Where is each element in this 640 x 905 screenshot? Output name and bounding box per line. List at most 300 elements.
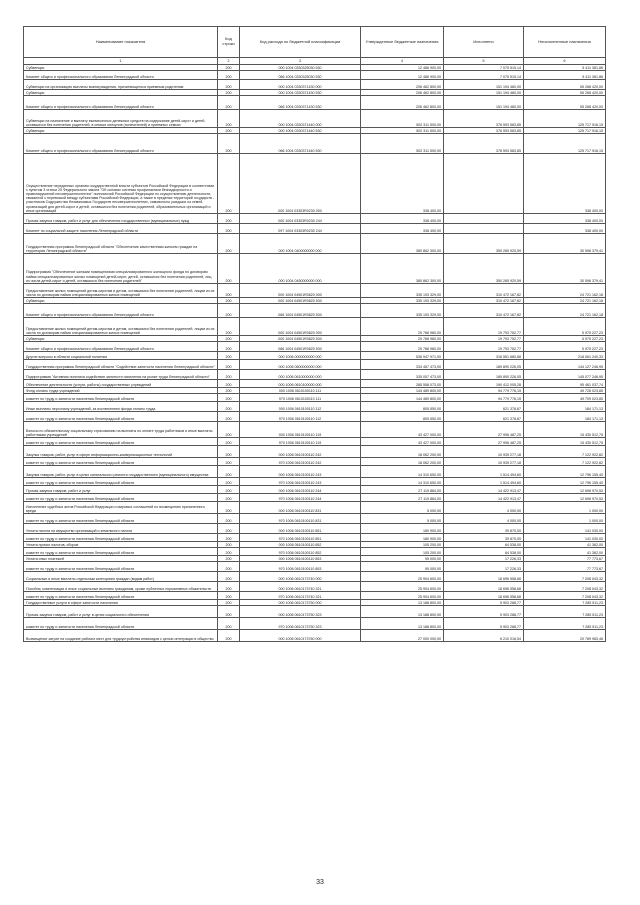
row-approved: 206 462 800,00 bbox=[361, 90, 444, 96]
row-code: 200 bbox=[218, 96, 240, 110]
table-row bbox=[24, 582, 606, 592]
row-classification: 000 1006 0610100110 112 bbox=[240, 402, 361, 412]
table-header-row bbox=[24, 27, 606, 58]
column-index: 5 bbox=[444, 58, 524, 65]
row-name: Предоставление жилых помещений детям-сиротам и детям, оставшимся без попечения родителей, лицам из их числа по договорам найма специализированных жилых помещений bbox=[24, 318, 218, 336]
row-executed: 190 412 005,28 bbox=[444, 380, 524, 388]
row-classification: 066 1004 0330325030 530 bbox=[240, 71, 361, 80]
row-approved: 25 904 600,00 bbox=[361, 582, 444, 592]
header-executed: Исполнено bbox=[444, 27, 524, 58]
row-name: Другие вопросы в области социальной политики bbox=[24, 352, 218, 360]
row-executed bbox=[444, 214, 524, 224]
row-name: комитет по труду и занятости населения Ленинградской области bbox=[24, 394, 218, 402]
table-row bbox=[24, 214, 606, 224]
row-classification: 000 1004 04501R0820 000 bbox=[240, 318, 361, 336]
row-remaining: 30 596 379,41 bbox=[524, 234, 606, 254]
table-row bbox=[24, 352, 606, 360]
row-classification: 000 1006 0610173740 321 bbox=[240, 582, 361, 592]
row-name: комитет по труду и занятости населения Ленинградской области bbox=[24, 562, 218, 572]
row-remaining: 1 000,00 bbox=[524, 514, 606, 524]
row-code: 200 bbox=[218, 542, 240, 548]
row-executed: 189 890 226,05 bbox=[444, 360, 524, 370]
row-executed: 17 226,33 bbox=[444, 556, 524, 562]
row-approved: 12 486 900,00 bbox=[361, 71, 444, 80]
row-classification: 000 1006 0610100110 242 bbox=[240, 446, 361, 458]
row-code: 200 bbox=[218, 342, 240, 352]
row-classification: 970 1006 0610173740 321 bbox=[240, 592, 361, 600]
row-executed: 18 696 558,68 bbox=[444, 582, 524, 592]
table-row bbox=[24, 618, 606, 630]
row-executed: 4 000,00 bbox=[444, 502, 524, 514]
table-row bbox=[24, 412, 606, 422]
row-code: 200 bbox=[218, 562, 240, 572]
row-name: Государственная программа Ленинградской области "Содействие занятости населения Ленинградской области" bbox=[24, 360, 218, 370]
row-classification: 970 1006 0610173750 323 bbox=[240, 618, 361, 630]
column-index: 3 bbox=[240, 58, 361, 65]
row-executed: 376 593 583,85 bbox=[444, 128, 524, 134]
row-executed: 621 378,87 bbox=[444, 412, 524, 422]
row-executed: 350 265 920,59 bbox=[444, 254, 524, 284]
row-remaining: 5 975 227,23 bbox=[524, 336, 606, 342]
row-approved: 380 862 300,00 bbox=[361, 234, 444, 254]
row-remaining: 7 208 043,32 bbox=[524, 582, 606, 592]
table-row bbox=[24, 224, 606, 234]
row-remaining: 125 717 916,15 bbox=[524, 128, 606, 134]
row-approved: 338 400,00 bbox=[361, 224, 444, 234]
row-code: 200 bbox=[218, 548, 240, 556]
row-code: 200 bbox=[218, 592, 240, 600]
table-row bbox=[24, 154, 606, 214]
row-code: 200 bbox=[218, 284, 240, 298]
table-row bbox=[24, 502, 606, 514]
table-row bbox=[24, 304, 606, 318]
table-row bbox=[24, 548, 606, 556]
row-approved: 335 193 329,00 bbox=[361, 284, 444, 298]
row-remaining: 95 461 037,74 bbox=[524, 380, 606, 388]
row-remaining: 7 208 043,32 bbox=[524, 592, 606, 600]
row-classification: 000 1004 0330371440 000 bbox=[240, 110, 361, 128]
row-executed: 310 472 167,82 bbox=[444, 298, 524, 304]
row-code: 200 bbox=[218, 582, 240, 592]
row-approved: 502 311 500,00 bbox=[361, 134, 444, 154]
row-classification: 000 1006 0610100110 831 bbox=[240, 502, 361, 514]
row-name: Государственные услуги в сфере занятости населения bbox=[24, 600, 218, 606]
row-approved: 13 188 800,00 bbox=[361, 600, 444, 606]
row-remaining: 125 717 916,15 bbox=[524, 110, 606, 128]
row-classification: 970 1006 0610100110 119 bbox=[240, 438, 361, 446]
row-approved: 206 462 800,00 bbox=[361, 80, 444, 90]
row-approved: 180 900,00 bbox=[361, 534, 444, 542]
table-row bbox=[24, 254, 606, 284]
row-name: Субвенции на организацию выплаты вознаграждения, причитающегося приемным родителям bbox=[24, 80, 218, 90]
row-code: 200 bbox=[218, 360, 240, 370]
table-row bbox=[24, 562, 606, 572]
row-name: комитет по труду и занятости населения Ленинградской области bbox=[24, 592, 218, 600]
row-executed: 64 538,00 bbox=[444, 542, 524, 548]
row-remaining: 5 975 227,23 bbox=[524, 318, 606, 336]
row-name: Прочая закупка товаров, работ и услуг bbox=[24, 486, 218, 494]
table-row bbox=[24, 402, 606, 412]
row-approved: 105 200,00 bbox=[361, 548, 444, 556]
row-classification: 000 1004 0330371440 530 bbox=[240, 128, 361, 134]
row-executed: 19 793 752,77 bbox=[444, 318, 524, 336]
row-code: 200 bbox=[218, 534, 240, 542]
row-remaining: 5 975 227,23 bbox=[524, 342, 606, 352]
row-remaining: 15 430 512,75 bbox=[524, 438, 606, 446]
header-remaining: Неисполненные назначения bbox=[524, 27, 606, 58]
row-classification: 000 1006 0610173750 323 bbox=[240, 606, 361, 618]
row-code: 200 bbox=[218, 380, 240, 388]
row-approved: 25 904 600,00 bbox=[361, 592, 444, 600]
row-approved: 12 486 900,00 bbox=[361, 65, 444, 71]
row-approved: 338 400,00 bbox=[361, 214, 444, 224]
row-classification: 970 1006 0610100110 852 bbox=[240, 548, 361, 556]
row-code: 200 bbox=[218, 128, 240, 134]
row-name: Комитет общего и профессионального образования Ленинградской области bbox=[24, 342, 218, 352]
row-remaining: 144 127 246,95 bbox=[524, 360, 606, 370]
row-code: 200 bbox=[218, 458, 240, 466]
row-classification: 000 1004 03303R0230 000 bbox=[240, 154, 361, 214]
row-name: Комитет общего и профессионального образования Ленинградской области bbox=[24, 71, 218, 80]
row-code: 200 bbox=[218, 514, 240, 524]
row-executed: 14 422 913,47 bbox=[444, 486, 524, 494]
row-classification: 970 1006 0610100110 112 bbox=[240, 412, 361, 422]
row-classification: 000 1006 0610100110 119 bbox=[240, 422, 361, 438]
row-classification: 000 1004 03303R0230 244 bbox=[240, 214, 361, 224]
row-remaining: 141 030,00 bbox=[524, 524, 606, 534]
row-remaining: 184 171,13 bbox=[524, 402, 606, 412]
row-approved: 5 000,00 bbox=[361, 514, 444, 524]
row-classification: 066 1004 0330371440 530 bbox=[240, 134, 361, 154]
row-approved: 144 489 800,00 bbox=[361, 394, 444, 402]
table-row bbox=[24, 630, 606, 642]
row-classification: 000 1006 0600000000 000 bbox=[240, 360, 361, 370]
row-remaining: 15 430 512,75 bbox=[524, 422, 606, 438]
row-code: 200 bbox=[218, 438, 240, 446]
row-remaining: 338 400,00 bbox=[524, 154, 606, 214]
row-name: Субвенции bbox=[24, 336, 218, 342]
row-classification: 000 1004 0400000000 000 bbox=[240, 234, 361, 254]
row-code: 200 bbox=[218, 304, 240, 318]
row-remaining: 12 696 970,53 bbox=[524, 494, 606, 502]
row-executed: 151 194 480,00 bbox=[444, 96, 524, 110]
header-approved: Утвержденные бюджетные назначения bbox=[361, 27, 444, 58]
table-row bbox=[24, 592, 606, 600]
row-approved: 180 900,00 bbox=[361, 524, 444, 534]
row-approved: 95 000,00 bbox=[361, 556, 444, 562]
row-classification: 000 1006 0610100110 243 bbox=[240, 466, 361, 478]
row-name: комитет по труду и занятости населения Ленинградской области bbox=[24, 618, 218, 630]
column-index: 6 bbox=[524, 58, 606, 65]
row-name: комитет по труду и занятости населения Ленинградской области bbox=[24, 458, 218, 466]
row-remaining: 125 717 916,15 bbox=[524, 134, 606, 154]
table-row bbox=[24, 524, 606, 534]
header-budget-classification: Код расхода по бюджетной классификации bbox=[240, 27, 361, 58]
row-approved: 502 311 500,00 bbox=[361, 128, 444, 134]
row-name: комитет по труду и занятости населения Ленинградской области bbox=[24, 412, 218, 422]
table-row bbox=[24, 318, 606, 336]
row-approved: 285 558 073,00 bbox=[361, 380, 444, 388]
table-row bbox=[24, 478, 606, 486]
row-approved: 13 188 800,00 bbox=[361, 606, 444, 618]
row-code: 200 bbox=[218, 556, 240, 562]
row-classification: 000 1006 0610173760 000 bbox=[240, 630, 361, 642]
row-remaining: 1 000,00 bbox=[524, 502, 606, 514]
column-index: 1 bbox=[24, 58, 218, 65]
row-name: Пособия, компенсации и иные социальные выплаты гражданам, кроме публичных нормативных обязательств bbox=[24, 582, 218, 592]
row-approved: 27 119 884,00 bbox=[361, 494, 444, 502]
row-approved: 18 062 200,00 bbox=[361, 458, 444, 466]
row-executed: 376 593 583,85 bbox=[444, 110, 524, 128]
row-name: Исполнение судебных актов Российской Федерации и мировых соглашений по возмещению причиненного вреда bbox=[24, 502, 218, 514]
row-classification: 000 1006 0610100110 851 bbox=[240, 524, 361, 534]
row-remaining: 41 362,00 bbox=[524, 542, 606, 548]
row-executed: 17 226,33 bbox=[444, 562, 524, 572]
row-code: 200 bbox=[218, 352, 240, 360]
row-name: Прочая закупка товаров, работ и услуг для обеспечения государственных (муниципальных) нужд bbox=[24, 214, 218, 224]
table-row bbox=[24, 380, 606, 388]
row-executed bbox=[444, 154, 524, 214]
table-row bbox=[24, 466, 606, 478]
row-remaining: 145 077 246,95 bbox=[524, 370, 606, 380]
row-name: Субвенции bbox=[24, 298, 218, 304]
row-code: 200 bbox=[218, 90, 240, 96]
row-remaining: 218 061 240,33 bbox=[524, 352, 606, 360]
row-code: 200 bbox=[218, 572, 240, 582]
row-remaining: 30 596 379,41 bbox=[524, 254, 606, 284]
table-row bbox=[24, 600, 606, 606]
row-executed: 94 779 776,15 bbox=[444, 388, 524, 394]
row-remaining: 7 208 043,32 bbox=[524, 572, 606, 582]
row-executed: 316 551 680,68 bbox=[444, 352, 524, 360]
row-remaining: 49 709 023,85 bbox=[524, 394, 606, 402]
row-executed: 27 996 487,25 bbox=[444, 438, 524, 446]
row-executed: 19 793 752,77 bbox=[444, 336, 524, 342]
row-code: 200 bbox=[218, 71, 240, 80]
row-remaining: 7 285 511,23 bbox=[524, 600, 606, 606]
table-row bbox=[24, 234, 606, 254]
row-code: 200 bbox=[218, 298, 240, 304]
row-code: 200 bbox=[218, 336, 240, 342]
row-remaining: 338 400,00 bbox=[524, 224, 606, 234]
row-executed: 310 472 167,82 bbox=[444, 304, 524, 318]
row-name: Комитет общего и профессионального образования Ленинградской области bbox=[24, 96, 218, 110]
row-executed: 39 870,00 bbox=[444, 524, 524, 534]
row-code: 200 bbox=[218, 318, 240, 336]
table-row bbox=[24, 572, 606, 582]
row-remaining: 24 721 162,18 bbox=[524, 298, 606, 304]
row-executed: 5 903 288,77 bbox=[444, 600, 524, 606]
row-classification: 097 1004 03303R0230 244 bbox=[240, 224, 361, 234]
row-name: Фонд оплаты труда учреждений bbox=[24, 388, 218, 394]
row-code: 200 bbox=[218, 134, 240, 154]
table-row bbox=[24, 134, 606, 154]
row-classification: 000 1006 0610173750 000 bbox=[240, 600, 361, 606]
row-code: 200 bbox=[218, 524, 240, 534]
row-code: 200 bbox=[218, 402, 240, 412]
row-code: 200 bbox=[218, 388, 240, 394]
row-code: 200 bbox=[218, 80, 240, 90]
row-name: Уплата прочих налогов, сборов bbox=[24, 542, 218, 548]
row-classification: 000 1006 0610100000 000 bbox=[240, 380, 361, 388]
row-classification: 970 1006 0610100110 243 bbox=[240, 478, 361, 486]
row-approved: 335 193 329,00 bbox=[361, 304, 444, 318]
row-name: Подпрограмма "Активная политика содействия занятости населения на рынке труда Ленинградской области" bbox=[24, 370, 218, 380]
row-executed: 621 378,87 bbox=[444, 402, 524, 412]
row-classification: 970 1006 0610100110 111 bbox=[240, 394, 361, 402]
row-executed: 10 939 277,18 bbox=[444, 458, 524, 466]
row-name: Прочая закупка товаров, работ и услуг в целях социального обеспечения bbox=[24, 606, 218, 618]
row-code: 200 bbox=[218, 110, 240, 128]
row-executed: 64 538,00 bbox=[444, 548, 524, 556]
row-classification: 000 1004 04501R0820 530 bbox=[240, 298, 361, 304]
row-executed: 151 194 480,00 bbox=[444, 90, 524, 96]
row-executed: 6 210 016,54 bbox=[444, 630, 524, 642]
row-approved: 335 057 473,00 bbox=[361, 370, 444, 380]
row-approved: 380 862 300,00 bbox=[361, 254, 444, 284]
row-classification: 000 1004 0330371430 530 bbox=[240, 90, 361, 96]
row-classification: 000 1004 0450000000 000 bbox=[240, 254, 361, 284]
row-approved: 25 768 980,00 bbox=[361, 336, 444, 342]
row-name: Государственная программа Ленинградской области "Обеспечение качественным жильем граждан на территории Ленинградской области" bbox=[24, 234, 218, 254]
table-row bbox=[24, 80, 606, 90]
column-index: 2 bbox=[218, 58, 240, 65]
row-code: 200 bbox=[218, 478, 240, 486]
row-remaining: 7 122 922,82 bbox=[524, 446, 606, 458]
row-approved: 13 188 800,00 bbox=[361, 618, 444, 630]
row-code: 200 bbox=[218, 486, 240, 494]
row-code: 200 bbox=[218, 446, 240, 458]
row-approved: 502 311 500,00 bbox=[361, 110, 444, 128]
row-approved: 14 310 650,00 bbox=[361, 478, 444, 486]
row-executed: 376 593 583,85 bbox=[444, 134, 524, 154]
row-remaining: 184 171,13 bbox=[524, 412, 606, 422]
row-code: 200 bbox=[218, 412, 240, 422]
row-name: Комитет общего и профессионального образования Ленинградской области bbox=[24, 304, 218, 318]
row-remaining: 338 400,00 bbox=[524, 214, 606, 224]
row-name: Обеспечение деятельности (услуги, работы) государственных учреждений bbox=[24, 380, 218, 388]
row-remaining: 24 721 162,18 bbox=[524, 304, 606, 318]
row-approved: 25 768 980,00 bbox=[361, 342, 444, 352]
row-executed: 10 939 277,18 bbox=[444, 446, 524, 458]
row-executed: 310 472 167,82 bbox=[444, 284, 524, 298]
row-classification: 000 1006 0610100110 852 bbox=[240, 542, 361, 548]
row-approved: 334 467 473,00 bbox=[361, 360, 444, 370]
row-code: 200 bbox=[218, 370, 240, 380]
row-remaining: 7 122 922,82 bbox=[524, 458, 606, 466]
row-approved: 14 310 650,00 bbox=[361, 466, 444, 478]
table-row bbox=[24, 494, 606, 502]
row-code: 200 bbox=[218, 630, 240, 642]
row-remaining: 55 268 420,00 bbox=[524, 90, 606, 96]
row-approved: 43 427 000,00 bbox=[361, 438, 444, 446]
row-remaining: 55 268 420,00 bbox=[524, 80, 606, 90]
table-row bbox=[24, 458, 606, 466]
row-classification: 066 1004 0330371430 530 bbox=[240, 96, 361, 110]
row-approved: 338 400,00 bbox=[361, 154, 444, 214]
row-code: 200 bbox=[218, 466, 240, 478]
column-index: 4 bbox=[361, 58, 444, 65]
row-classification: 066 1004 04501R0820 530 bbox=[240, 342, 361, 352]
row-approved: 27 119 884,00 bbox=[361, 486, 444, 494]
row-approved: 27 000 000,00 bbox=[361, 630, 444, 642]
row-approved: 335 193 329,00 bbox=[361, 298, 444, 304]
row-approved: 805 550,00 bbox=[361, 402, 444, 412]
row-remaining: 49 726 023,85 bbox=[524, 388, 606, 394]
row-classification: 970 1006 0610100110 244 bbox=[240, 494, 361, 502]
column-index-row bbox=[24, 58, 606, 65]
row-executed bbox=[444, 224, 524, 234]
row-name: комитет по труду и занятости населения Ленинградской области bbox=[24, 494, 218, 502]
row-remaining: 5 411 381,86 bbox=[524, 71, 606, 80]
row-classification: 000 1004 0330371430 000 bbox=[240, 80, 361, 90]
row-name: Закупка товаров, работ, услуг в целях капитального ремонта государственного (муниципального) имущества bbox=[24, 466, 218, 478]
row-code: 200 bbox=[218, 234, 240, 254]
row-executed: 1 514 494,60 bbox=[444, 466, 524, 478]
table-row bbox=[24, 284, 606, 298]
row-classification: 970 1006 0610100110 831 bbox=[240, 514, 361, 524]
row-name: Взносы по обязательному социальному страхованию на выплаты по оплате труда работников и иные выплаты работникам учреждений bbox=[24, 422, 218, 438]
row-remaining: 12 696 970,53 bbox=[524, 486, 606, 494]
row-approved: 18 062 200,00 bbox=[361, 446, 444, 458]
row-remaining: 77 773,67 bbox=[524, 562, 606, 572]
row-code: 200 bbox=[218, 422, 240, 438]
row-remaining: 12 796 155,40 bbox=[524, 466, 606, 478]
row-code: 200 bbox=[218, 606, 240, 618]
row-remaining: 41 362,00 bbox=[524, 548, 606, 556]
table-row bbox=[24, 110, 606, 128]
row-classification: 970 1006 0610100110 242 bbox=[240, 458, 361, 466]
row-approved: 206 462 800,00 bbox=[361, 96, 444, 110]
table-row bbox=[24, 534, 606, 542]
header-line-code: Код строки bbox=[218, 27, 240, 58]
row-remaining: 24 721 162,18 bbox=[524, 284, 606, 298]
row-executed: 4 000,00 bbox=[444, 514, 524, 524]
row-classification: 066 1004 04501R0820 530 bbox=[240, 304, 361, 318]
row-remaining: 12 796 155,40 bbox=[524, 478, 606, 486]
row-code: 200 bbox=[218, 224, 240, 234]
row-approved: 25 904 600,00 bbox=[361, 572, 444, 582]
row-approved: 43 427 000,00 bbox=[361, 422, 444, 438]
table-body bbox=[24, 65, 606, 642]
row-classification: 000 1004 0330325030 530 bbox=[240, 65, 361, 71]
row-name: Уплата налога на имущество организаций и земельного налога bbox=[24, 524, 218, 534]
table-row bbox=[24, 96, 606, 110]
row-name: Субвенции на назначение и выплату ежемесячных денежных средств на содержание детей-сирот и детей, оставшихся без попечения родителей, в семьях опекунов (попечителей) и приемных семьях bbox=[24, 110, 218, 128]
row-classification: 970 1006 0610100110 851 bbox=[240, 534, 361, 542]
table-row bbox=[24, 360, 606, 370]
row-code: 200 bbox=[218, 502, 240, 514]
row-classification: 970 1006 0610100110 853 bbox=[240, 562, 361, 572]
table-row bbox=[24, 514, 606, 524]
row-name: Субвенции bbox=[24, 128, 218, 134]
row-approved: 536 947 971,00 bbox=[361, 352, 444, 360]
row-classification: 000 1004 04501R0820 530 bbox=[240, 336, 361, 342]
table-row bbox=[24, 606, 606, 618]
row-code: 200 bbox=[218, 494, 240, 502]
row-name: Комитет общего и профессионального образования Ленинградской области bbox=[24, 134, 218, 154]
table-row bbox=[24, 342, 606, 352]
row-remaining: 77 773,67 bbox=[524, 556, 606, 562]
row-classification: 000 1006 0610173740 000 bbox=[240, 572, 361, 582]
row-approved: 95 000,00 bbox=[361, 562, 444, 572]
table-row bbox=[24, 438, 606, 446]
row-code: 200 bbox=[218, 254, 240, 284]
table-row bbox=[24, 486, 606, 494]
row-approved: 105 200,00 bbox=[361, 542, 444, 548]
row-executed: 27 996 487,25 bbox=[444, 422, 524, 438]
row-executed: 5 903 288,77 bbox=[444, 618, 524, 630]
